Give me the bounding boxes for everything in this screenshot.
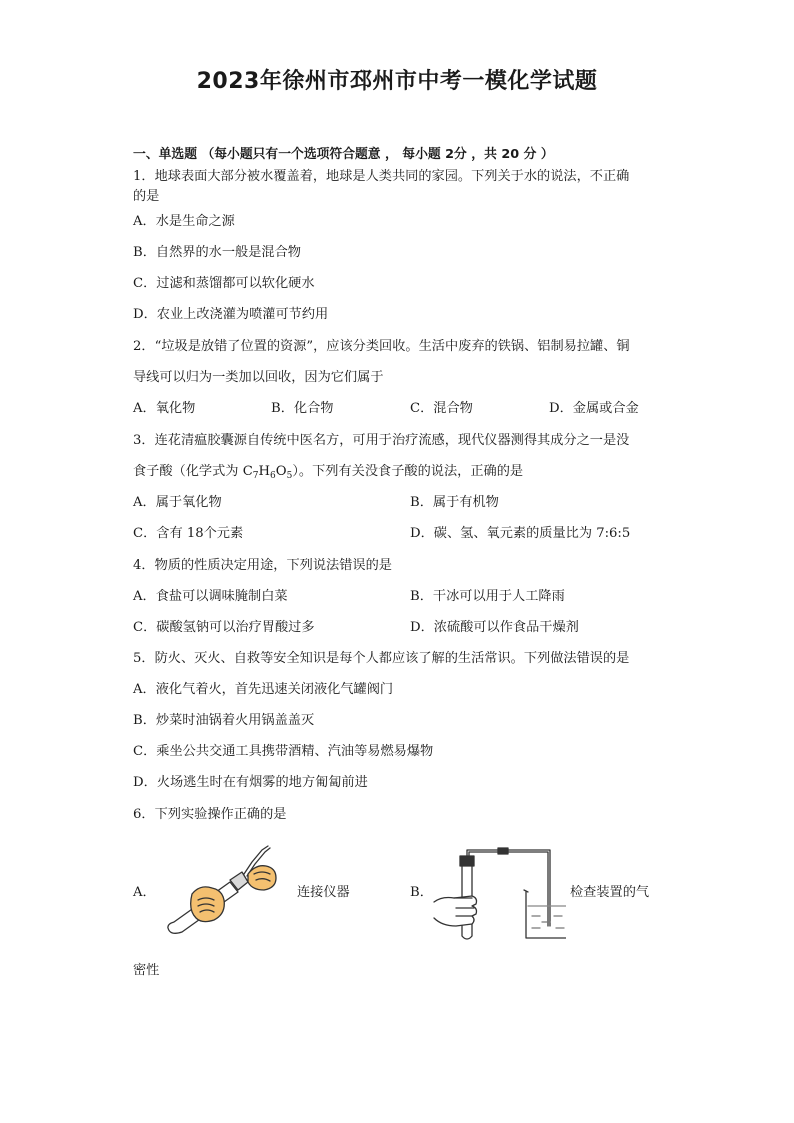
q6-option-b-caption-cont: 密性 bbox=[133, 963, 160, 978]
q3-option-d: D．碳、氢、氧元素的质量比为 7:6:5 bbox=[410, 526, 631, 541]
formula-subscript-o: 5 bbox=[286, 471, 293, 481]
q5-option-c: C．乘坐公共交通工具携带酒精、汽油等易燃易爆物 bbox=[133, 744, 434, 759]
q1-option-b: B．自然界的水一般是混合物 bbox=[133, 245, 301, 260]
q4-option-d: D．浓硫酸可以作食品干燥剂 bbox=[410, 620, 579, 635]
section-heading: 一、单选题 （每小题只有一个选项符合题意 ， 每小题 2分 ，共 20 分 ） bbox=[133, 147, 554, 162]
connect-apparatus-drawing bbox=[152, 844, 288, 940]
q1-option-d: D．农业上改浇灌为喷灌可节约用 bbox=[133, 307, 329, 322]
q1-option-a: A．水是生命之源 bbox=[133, 214, 235, 229]
q1-stem-line1: 1．地球表面大部分被水覆盖着，地球是人类共同的家园。下列关于水的说法，不正确 bbox=[133, 169, 630, 184]
q3-option-c: C．含有 18个元素 bbox=[133, 526, 244, 541]
q3-stem-pre: 食子酸（化学式为 C bbox=[133, 464, 253, 479]
q6-option-a-caption: 连接仪器 bbox=[297, 885, 350, 900]
page-title: 2023年徐州市邳州市中考一模化学试题 bbox=[196, 69, 598, 94]
q3-stem-post: ）。下列有关没食子酸的说法，正确的是 bbox=[292, 464, 524, 479]
formula-o: O bbox=[275, 464, 287, 479]
formula-subscript-h: 6 bbox=[270, 471, 276, 481]
airtightness-check-drawing bbox=[432, 846, 566, 942]
q3-stem-line1: 3．连花清瘟胶囊源自传统中医名方，可用于治疗流感，现代仪器测得其成分之一是没 bbox=[133, 433, 630, 448]
q1-stem-line2: 的是 bbox=[133, 189, 160, 204]
q5-option-b: B．炒菜时油锅着火用锅盖盖灭 bbox=[133, 713, 315, 728]
q6-option-a-letter: A． bbox=[133, 885, 156, 900]
formula-h: H bbox=[258, 464, 271, 479]
q5-option-d: D．火场逃生时在有烟雾的地方匍匐前进 bbox=[133, 775, 368, 790]
q5-option-a: A．液化气着火，首先迅速关闭液化气罐阀门 bbox=[133, 682, 394, 697]
connect-apparatus-illustration bbox=[152, 844, 288, 940]
q6-stem: 6．下列实验操作正确的是 bbox=[133, 807, 287, 822]
q2-option-a: A．氧化物 bbox=[133, 401, 196, 416]
formula-subscript-c: 7 bbox=[252, 471, 259, 481]
q4-stem: 4．物质的性质决定用途，下列说法错误的是 bbox=[133, 558, 392, 573]
q4-option-c: C．碳酸氢钠可以治疗胃酸过多 bbox=[133, 620, 315, 635]
q1-option-c: C．过滤和蒸馏都可以软化硬水 bbox=[133, 276, 315, 291]
q2-option-c: C．混合物 bbox=[410, 401, 473, 416]
q3-option-b: B．属于有机物 bbox=[410, 495, 499, 510]
q6-option-b-letter: B． bbox=[410, 885, 433, 900]
q2-stem-line2: 导线可以归为一类加以回收，因为它们属于 bbox=[133, 370, 384, 385]
q2-option-d: D．金属或合金 bbox=[549, 401, 639, 416]
q3-stem-line2 bbox=[133, 462, 523, 486]
q4-option-b: B．干冰可以用于人工降雨 bbox=[410, 589, 565, 604]
q4-option-a: A．食盐可以调味腌制白菜 bbox=[133, 589, 288, 604]
q6-option-b-caption: 检查装置的气 bbox=[570, 885, 650, 900]
q2-stem-line1: 2．“垃圾是放错了位置的资源”，应该分类回收。生活中废弃的铁锅、铝制易拉罐、铜 bbox=[133, 339, 630, 354]
airtightness-check-illustration bbox=[432, 846, 566, 942]
q3-option-a: A．属于氧化物 bbox=[133, 495, 222, 510]
q2-option-b: B．化合物 bbox=[271, 401, 334, 416]
q5-stem: 5．防火、灭火、自救等安全知识是每个人都应该了解的生活常识。下列做法错误的是 bbox=[133, 651, 630, 666]
